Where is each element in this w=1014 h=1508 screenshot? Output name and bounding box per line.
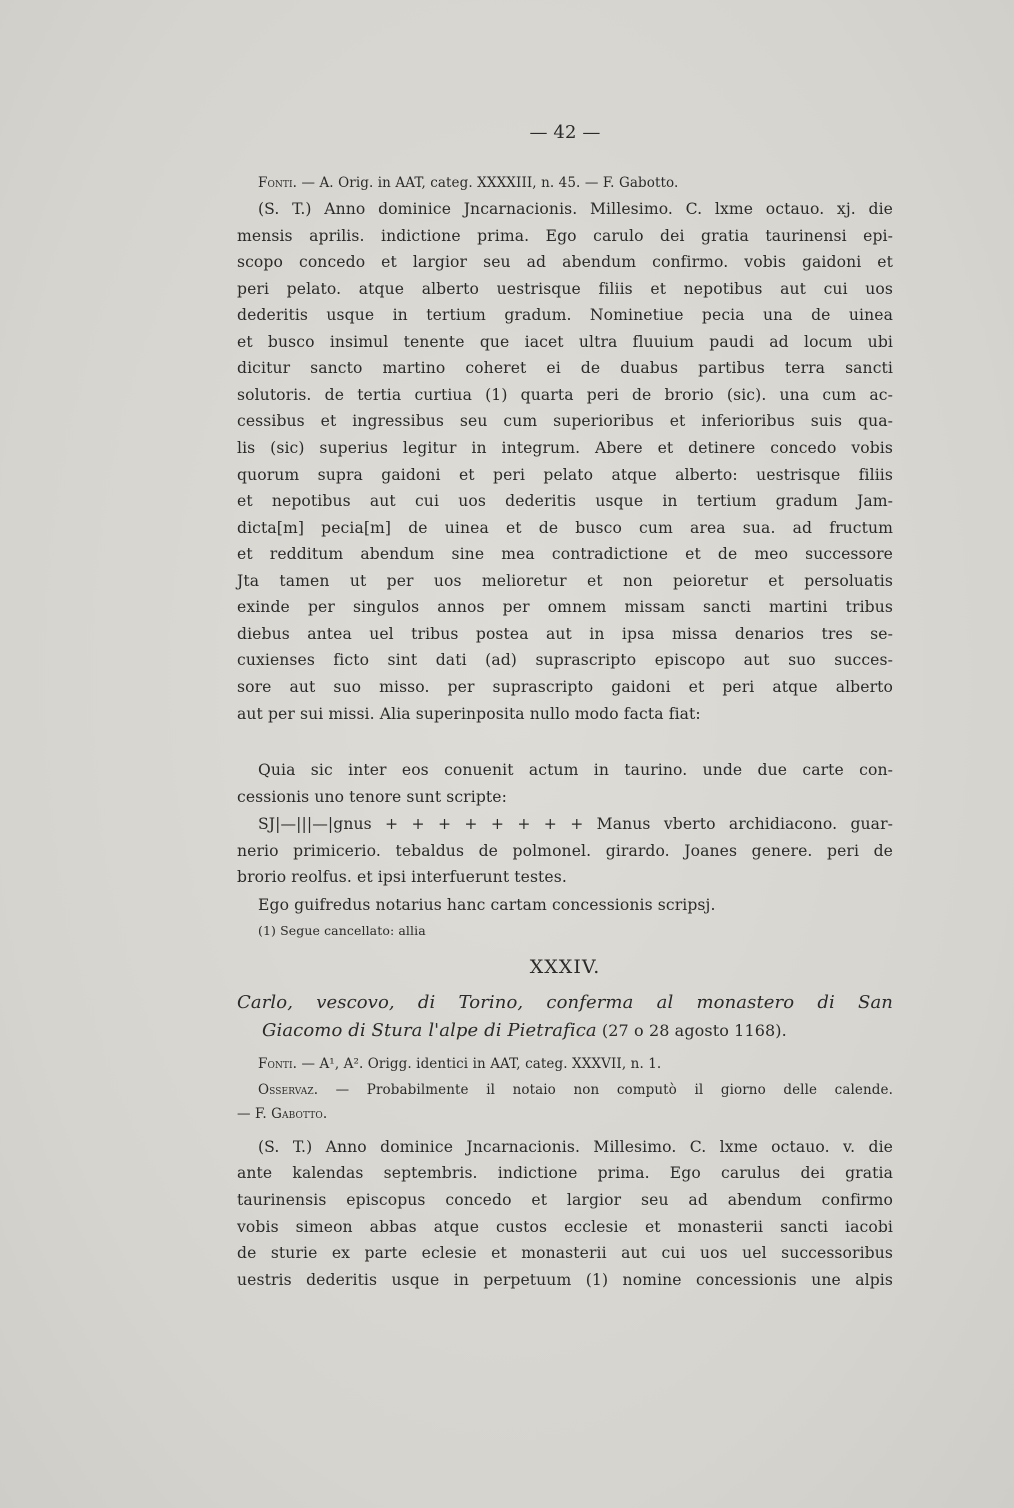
- text-line: quorum supra gaidoni et peri pelato atque alberto: uestrisque filiis: [237, 466, 893, 484]
- observation-text: — Probabilmente il notaio non computò il giorno delle calende.: [318, 1082, 893, 1098]
- text-line: de sturie ex parte eclesie et monasterii aut cui uos uel successoribus: [237, 1244, 893, 1262]
- witness-line: brorio reolfus. et ipsi interfuerunt testes.: [237, 868, 567, 886]
- text-line: dicta[m] pecia[m] de uinea et de busco cum area sua. ad fructum: [237, 519, 893, 537]
- text-line: uestris dederitis usque in perpetuum (1) nomine concessionis une alpis: [237, 1271, 893, 1289]
- sources-text: — A. Orig. in AAT, categ. XXXXIII, n. 45. — F. Gabotto.: [297, 175, 679, 191]
- text-line: (S. T.) Anno dominice Jncarnacionis. Millesimo. C. lxme octauo. v. die: [258, 1138, 893, 1156]
- text-line: peri pelato. atque alberto uestrisque filiis et nepotibus aut cui uos: [237, 280, 893, 298]
- text-line: et busco insimul tenente que iacet ultra fluuium paudi ad locum ubi: [237, 333, 893, 351]
- text-line: et nepotibus aut cui uos dederitis usque in tertium gradum Jam-: [237, 492, 893, 510]
- observation-note: [258, 1079, 893, 1101]
- section-number: XXXIV.: [529, 956, 601, 978]
- sources-label: Fonti.: [258, 175, 298, 191]
- witness-line: nerio primicerio. tebaldus de polmonel. girardo. Joanes genere. peri de: [237, 842, 893, 860]
- footnote: (1) Segue cancellato: allia: [258, 923, 426, 938]
- text-line: scopo concedo et largior seu ad abendum confirmo. vobis gaidoni et: [237, 253, 893, 271]
- witness-line: SJ|—|||—|gnus + + + + + + + + Manus vberto archidiacono. guar-: [258, 815, 893, 833]
- sources-note: [258, 172, 893, 194]
- text-line: lis (sic) superius legitur in integrum. Abere et detinere concedo vobis: [237, 439, 893, 457]
- text-line: cessibus et ingressibus seu cum superioribus et inferioribus suis qua-: [237, 412, 893, 430]
- text-line: cuxienses ficto sint dati (ad) suprascripto episcopo aut suo succes-: [237, 651, 893, 669]
- text-line: aut per sui missi. Alia superinposita nullo modo facta fiat:: [237, 705, 701, 723]
- section-title: Carlo, vescovo, di Torino, conferma al monastero di San: [237, 992, 893, 1013]
- text-line: et redditum abendum sine mea contradictione et de meo successore: [237, 545, 893, 563]
- text-line: solutoris. de tertia curtiua (1) quarta peri de brorio (sic). una cum ac-: [237, 386, 893, 404]
- text-line: dicitur sancto martino coheret ei de duabus partibus terra sancti: [237, 359, 893, 377]
- observation-label: Osservaz.: [258, 1082, 319, 1098]
- text-line: Quia sic inter eos conuenit actum in taurino. unde due carte con-: [258, 761, 893, 779]
- sources-label: Fonti.: [258, 1056, 298, 1072]
- text-line: sore aut suo misso. per suprascripto gaidoni et peri atque alberto: [237, 678, 893, 696]
- sources-note: [258, 1053, 893, 1075]
- section-title-text: Giacomo di Stura l'alpe di Pietrafica: [262, 1020, 597, 1041]
- text-line: dederitis usque in tertium gradum. Nominetiue pecia una de uinea: [237, 306, 893, 324]
- sources-text: — A¹, A². Origg. identici in AAT, categ. XXXVII, n. 1.: [297, 1056, 662, 1072]
- text-line: taurinensis episcopus concedo et largior seu ad abendum confirmo: [237, 1191, 893, 1209]
- text-line: vobis simeon abbas atque custos ecclesie et monasterii sancti iacobi: [237, 1218, 893, 1236]
- text-line: exinde per singulos annos per omnem missam sancti martini tribus: [237, 598, 893, 616]
- text-line: ante kalendas septembris. indictione prima. Ego carulus dei gratia: [237, 1164, 893, 1182]
- text-line: diebus antea uel tribus postea aut in ipsa missa denarios tres se-: [237, 625, 893, 643]
- section-title: [262, 1020, 893, 1042]
- text-line: Jta tamen ut per uos melioretur et non peioretur et persoluatis: [237, 572, 893, 590]
- notary-line: Ego guifredus notarius hanc cartam concessionis scripsj.: [258, 896, 716, 914]
- text-line: mensis aprilis. indictione prima. Ego carulo dei gratia taurinensi epi-: [237, 227, 893, 245]
- page-number: — 42 —: [529, 122, 601, 143]
- text-line: (S. T.) Anno dominice Jncarnacionis. Millesimo. C. lxme octauo. xj. die: [258, 200, 893, 218]
- author-credit: — F. Gabotto.: [237, 1106, 328, 1122]
- text-line: cessionis uno tenore sunt scripte:: [237, 788, 507, 806]
- section-title-date: (27 o 28 agosto 1168).: [596, 1021, 787, 1040]
